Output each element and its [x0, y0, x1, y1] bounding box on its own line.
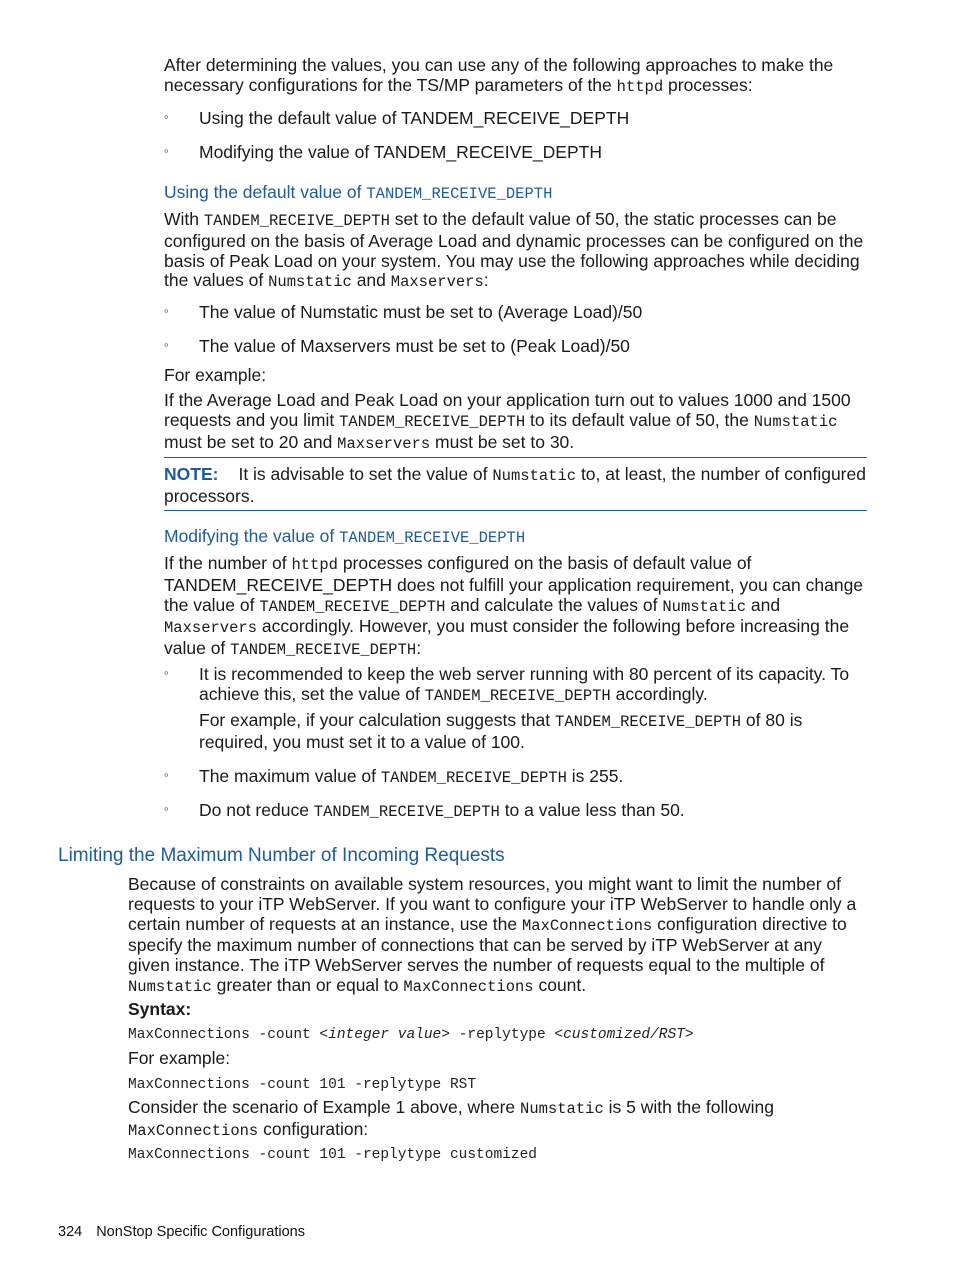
code-inline: Numstatic: [128, 977, 212, 996]
section-heading-default-value: [164, 182, 552, 204]
code-inline: TANDEM_RECEIVE_DEPTH: [424, 686, 611, 705]
limiting-paragraph: [128, 875, 868, 998]
list-item-text: The value of Numstatic must be set to (Average Load)/50: [199, 302, 643, 322]
text: It is advisable to set the value of: [238, 464, 493, 484]
text: Do not reduce: [199, 800, 314, 820]
text: and calculate the values of: [445, 594, 663, 615]
text: It is recommended to keep the web server running with 80 percent of its capacity. To achieve this, set the value of: [199, 664, 850, 704]
page-number: 324: [58, 1224, 83, 1240]
list-item-text: [199, 665, 868, 707]
footer-title: NonStop Specific Configurations: [96, 1224, 305, 1240]
list-item: [164, 767, 868, 789]
bullet-icon: ◦: [164, 303, 169, 318]
for-example-label: For example:: [164, 365, 267, 385]
text: and: [351, 270, 391, 291]
code-inline: Maxservers: [390, 273, 484, 292]
intro-paragraph: [164, 56, 868, 98]
list-item: [164, 801, 868, 823]
list-item-text: [199, 767, 868, 789]
heading-code: TANDEM_RECEIVE_DEPTH: [339, 529, 526, 547]
text: is 255.: [566, 766, 624, 786]
code-text: MaxConnections -count <: [128, 1027, 329, 1043]
list-item-text: Modifying the value of TANDEM_RECEIVE_DEPTH: [199, 142, 602, 162]
code-text: >: [684, 1027, 694, 1043]
bullet-icon: ◦: [164, 143, 169, 158]
code-inline: MaxConnections: [403, 977, 534, 996]
text: greater than or equal to: [211, 974, 404, 995]
note-text: [164, 465, 867, 507]
text: of 80 is required, you must set it to a value of 100.: [199, 710, 803, 752]
list-item: [164, 337, 868, 357]
list-item: [164, 143, 868, 163]
text: and: [746, 594, 781, 615]
code-placeholder: customized/RST: [563, 1027, 685, 1043]
text: For example, if your calculation suggests that: [199, 710, 556, 730]
text: to, at least, the number of configured processors.: [164, 464, 866, 506]
code-inline: TANDEM_RECEIVE_DEPTH: [230, 641, 417, 660]
syntax-code: [128, 1026, 694, 1044]
text: If the Average Load and Peak Load on your application turn out to values 1000 and 1500 requests and you limit: [164, 390, 851, 430]
page-footer: [58, 1223, 305, 1241]
code-inline: TANDEM_RECEIVE_DEPTH: [555, 713, 742, 731]
code-inline: httpd: [291, 556, 338, 574]
bullet-icon: ◦: [164, 665, 169, 680]
code-inline: Maxservers: [164, 619, 258, 638]
code-inline: Numstatic: [662, 597, 747, 616]
text: The maximum value of: [199, 766, 381, 786]
scenario-paragraph: [128, 1098, 868, 1142]
code-inline: TANDEM_RECEIVE_DEPTH: [203, 212, 390, 230]
text: Consider the scenario of Example 1 above, where: [128, 1097, 521, 1117]
text: processes:: [663, 74, 753, 95]
text: to a value less than 50.: [499, 800, 685, 820]
code-inline: Maxservers: [337, 434, 431, 453]
list-item: [164, 109, 868, 129]
text: Because of constraints on available system resources, you might want to limit the number of requests to your iTP WebServer. If you want to configure your iTP WebServer to handle only a certain number of requests at an instance, use the: [128, 874, 857, 934]
section-heading-modifying-value: [164, 526, 525, 548]
bullet-icon: ◦: [164, 801, 169, 816]
note-box: [164, 457, 867, 511]
text: After determining the values, you can use any of the following approaches to make the necessary configurations for the TS/MP parameters of the: [164, 55, 834, 95]
note-label: NOTE:: [164, 464, 219, 484]
code-text: > -replytype <: [441, 1027, 564, 1043]
text: to its default value of 50, the: [525, 409, 754, 430]
scenario-code: MaxConnections -count 101 -replytype customized: [128, 1147, 537, 1163]
example-paragraph: [164, 391, 868, 454]
code-inline: TANDEM_RECEIVE_DEPTH: [339, 412, 526, 431]
code-inline: Numstatic: [492, 467, 577, 485]
heading-code: TANDEM_RECEIVE_DEPTH: [366, 185, 553, 203]
text: accordingly. However, you must consider the following before increasing the value of: [164, 616, 850, 659]
default-value-paragraph: [164, 210, 868, 293]
code-inline: MaxConnections: [128, 1121, 259, 1140]
text: configuration directive to specify the maximum number of connections that can be served by iTP WebServer at any given instance. The iTP WebServer serves the number of requests equal to the multiple of: [128, 913, 847, 976]
text: must be set to 20 and: [164, 431, 338, 452]
text: :: [483, 270, 489, 291]
heading-text: Modifying the value of: [164, 526, 340, 546]
syntax-label: Syntax:: [128, 999, 192, 1019]
text: With: [164, 209, 204, 229]
code-inline: MaxConnections: [521, 916, 653, 935]
bullet-icon: ◦: [164, 337, 169, 352]
code-inline: TANDEM_RECEIVE_DEPTH: [380, 769, 567, 787]
list-item-text: Using the default value of TANDEM_RECEIVE_DEPTH: [199, 108, 630, 128]
text: set to the default value of 50, the static processes can be configured on the basis of Average Load and dynamic processes can be configured on the basis of Peak Load on your system. You may use the following approaches while deciding the values of: [164, 209, 864, 291]
section-heading-limiting-requests: Limiting the Maximum Number of Incoming Requests: [58, 845, 505, 866]
modifying-paragraph: [164, 554, 868, 661]
text: is 5 with the following: [603, 1097, 774, 1117]
list-item: [164, 303, 868, 323]
list-item-text: The value of Maxservers must be set to (Peak Load)/50: [199, 336, 630, 356]
list-item: [164, 665, 868, 707]
code-inline: TANDEM_RECEIVE_DEPTH: [313, 803, 500, 821]
text: count.: [533, 974, 587, 995]
text: configuration:: [258, 1118, 369, 1139]
for-example-label: For example:: [128, 1048, 231, 1068]
example-code: MaxConnections -count 101 -replytype RST: [128, 1077, 477, 1093]
list-item-text: [199, 801, 868, 823]
code-inline: Numstatic: [753, 412, 838, 431]
heading-text: Using the default value of: [164, 182, 367, 202]
code-inline: Numstatic: [268, 273, 352, 292]
list-item-subparagraph: [199, 711, 868, 753]
bullet-icon: ◦: [164, 767, 169, 782]
code-placeholder: integer value: [328, 1027, 442, 1043]
text: :: [416, 638, 422, 659]
text: must be set to 30.: [430, 431, 575, 452]
code-inline: TANDEM_RECEIVE_DEPTH: [259, 597, 446, 616]
text: accordingly.: [610, 683, 708, 704]
text: processes configured on the basis of default value of TANDEM_RECEIVE_DEPTH does not fulfill your application requirement, you can change the value of: [164, 553, 864, 615]
code-inline: Numstatic: [520, 1100, 604, 1118]
code-inline: httpd: [616, 77, 664, 96]
bullet-icon: ◦: [164, 109, 169, 124]
text: If the number of: [164, 553, 292, 573]
